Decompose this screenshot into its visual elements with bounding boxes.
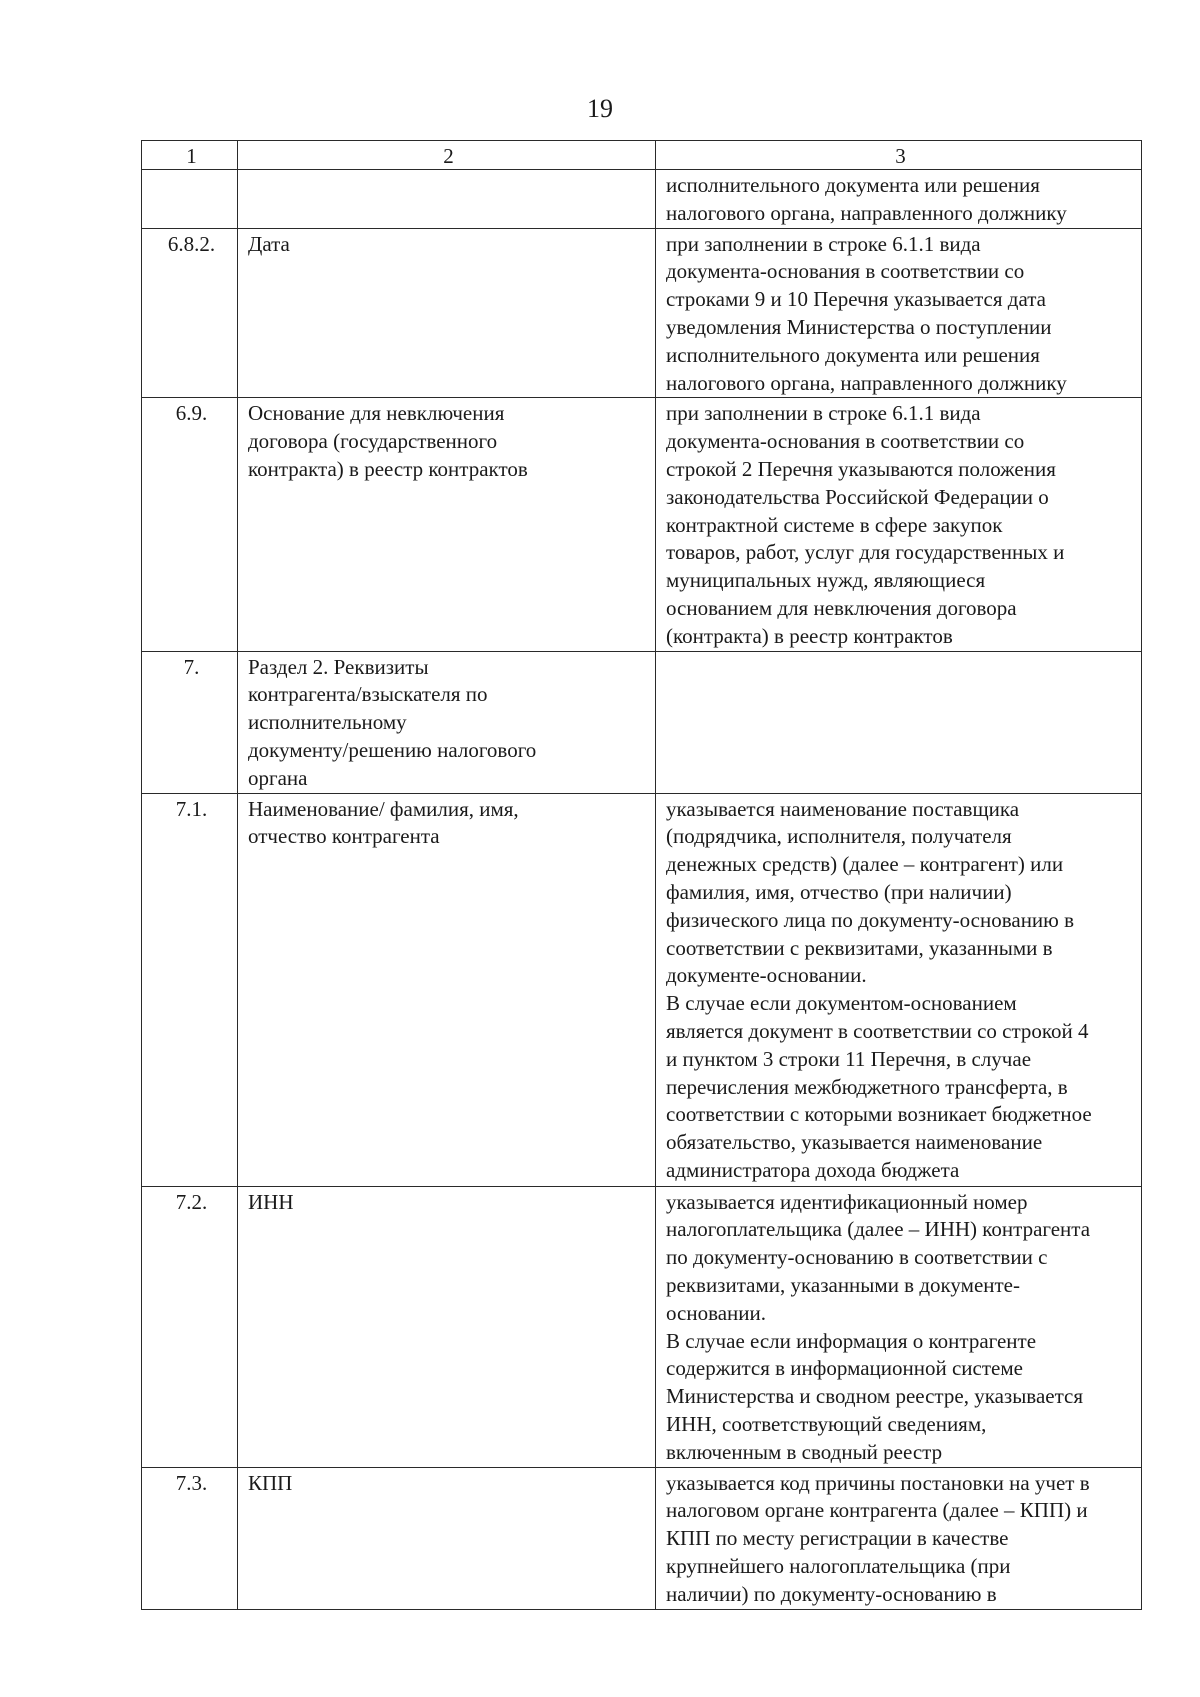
row-number: 7.2. bbox=[142, 1186, 238, 1467]
table-row bbox=[142, 651, 1142, 793]
requisites-table bbox=[141, 140, 1142, 1610]
row-number: 6.8.2. bbox=[142, 228, 238, 398]
table-header-row bbox=[142, 141, 1142, 170]
table-row bbox=[142, 228, 1142, 398]
field-description: исполнительного документа или решения налогового органа, направленного должнику bbox=[656, 170, 1142, 229]
table-row bbox=[142, 398, 1142, 651]
field-name: Раздел 2. Реквизиты контрагента/взыскателя по исполнительному документу/решению налогового органа bbox=[238, 651, 656, 793]
field-description: указывается идентификационный номер налогоплательщика (далее – ИНН) контрагента по документу-основанию в соответствии с реквизитами, указанными в документе- основании. В случае если информация о контрагенте содержится в информационной системе Министерства и сводном реестре, указывается ИНН, соответствующий сведениям, включенным в сводный реестр bbox=[656, 1186, 1142, 1467]
field-name: Дата bbox=[238, 228, 656, 398]
column-header-2: 2 bbox=[238, 141, 656, 170]
row-number: 7.3. bbox=[142, 1467, 238, 1609]
field-description: при заполнении в строке 6.1.1 вида документа-основания в соответствии со строкой 2 Перечня указываются положения законодательства Российской Федерации о контрактной системе в сфере закупок товаров, работ, услуг для государственных и муниципальных нужд, являющиеся основанием для невключения договора (контракта) в реестр контрактов bbox=[656, 398, 1142, 651]
field-name bbox=[238, 170, 656, 229]
column-header-3: 3 bbox=[656, 141, 1142, 170]
field-description: указывается наименование поставщика (подрядчика, исполнителя, получателя денежных средств) (далее – контрагент) или фамилия, имя, отчество (при наличии) физического лица по документу-основанию в соответствии с реквизитами, указанными в документе-основании. В случае если документом-основанием является документ в соответствии со строкой 4 и пунктом 3 строки 11 Перечня, в случае перечисления межбюджетного трансферта, в соответствии с которыми возникает бюджетное обязательство, указывается наименование администратора дохода бюджета bbox=[656, 793, 1142, 1186]
row-number bbox=[142, 170, 238, 229]
table-row bbox=[142, 1186, 1142, 1467]
field-name: КПП bbox=[238, 1467, 656, 1609]
field-name: ИНН bbox=[238, 1186, 656, 1467]
column-header-1: 1 bbox=[142, 141, 238, 170]
field-name: Наименование/ фамилия, имя, отчество контрагента bbox=[238, 793, 656, 1186]
row-number: 7. bbox=[142, 651, 238, 793]
table-row bbox=[142, 793, 1142, 1186]
field-description: указывается код причины постановки на учет в налоговом органе контрагента (далее – КПП) и КПП по месту регистрации в качестве крупнейшего налогоплательщика (при наличии) по документу-основанию в bbox=[656, 1467, 1142, 1609]
page-number: 19 bbox=[587, 94, 613, 123]
row-number: 7.1. bbox=[142, 793, 238, 1186]
field-description bbox=[656, 651, 1142, 793]
table-row bbox=[142, 1467, 1142, 1609]
field-description: при заполнении в строке 6.1.1 вида документа-основания в соответствии со строками 9 и 10 Перечня указывается дата уведомления Министерства о поступлении исполнительного документа или решения налогового органа, направленного должнику bbox=[656, 228, 1142, 398]
field-name: Основание для невключения договора (государственного контракта) в реестр контрактов bbox=[238, 398, 656, 651]
table-row bbox=[142, 170, 1142, 229]
row-number: 6.9. bbox=[142, 398, 238, 651]
